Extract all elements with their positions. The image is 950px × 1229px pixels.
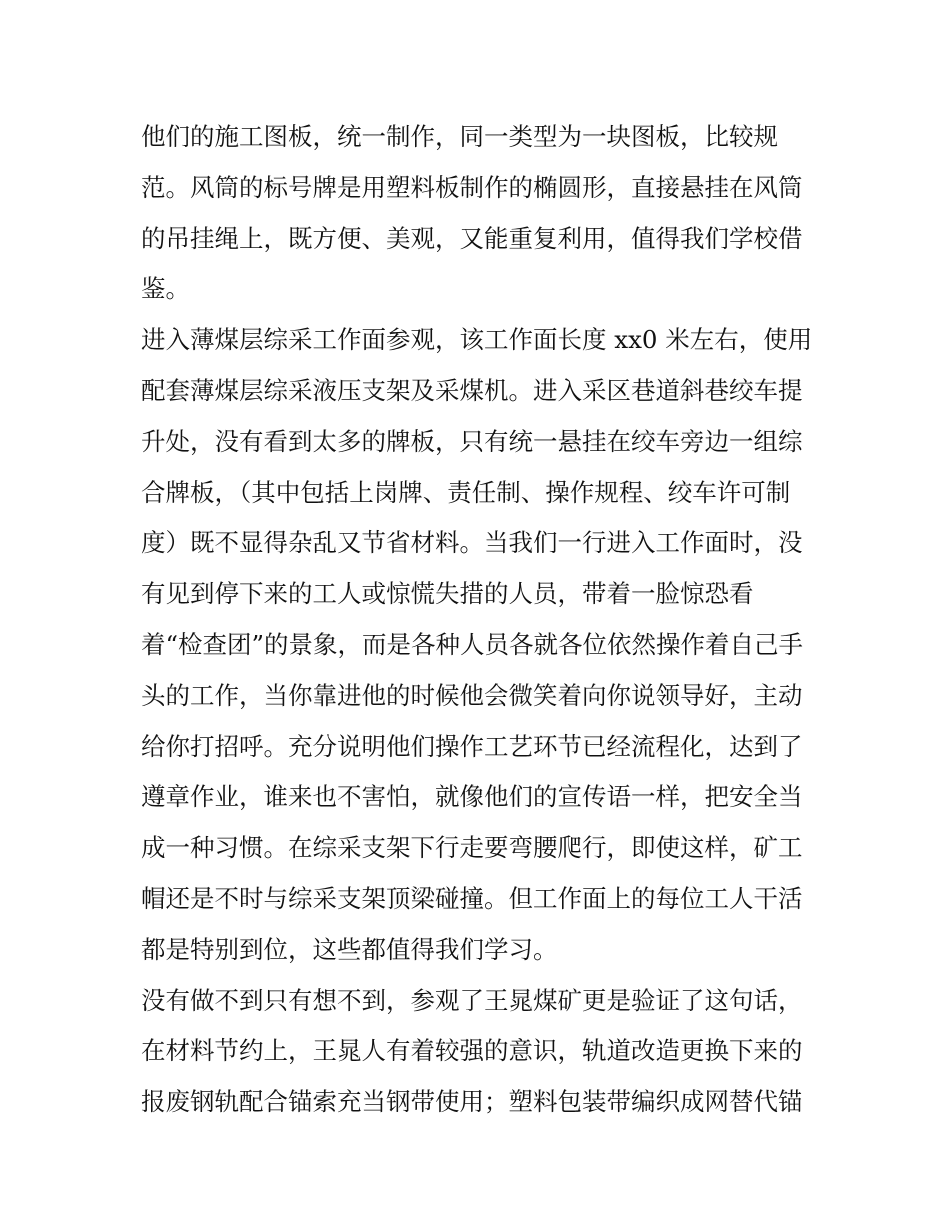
text-line: 度）既不显得杂乱又节省材料。当我们一行进入工作面时，没: [141, 528, 803, 558]
text-line: 给你打招呼。充分说明他们操作工艺环节已经流程化，达到了: [141, 731, 803, 761]
text-line: 都是特别到位，这些都值得我们学习。: [141, 934, 558, 964]
text-line: 成一种习惯。在综采支架下行走要弯腰爬行，即使这样，矿工: [141, 833, 803, 863]
text-line: 进入薄煤层综采工作面参观，该工作面长度 xx0 米左右，使用: [141, 325, 813, 355]
text-line: 头的工作，当你靠进他的时候他会微笑着向你说领导好，主动: [141, 680, 803, 710]
text-line: 报废钢轨配合锚索充当钢带使用；塑料包装带编织成网替代锚: [141, 1087, 803, 1117]
text-line: 没有做不到只有想不到，参观了王晁煤矿更是验证了这句话，: [141, 985, 803, 1015]
text-line: 在材料节约上，王晁人有着较强的意识，轨道改造更换下来的: [141, 1036, 803, 1066]
text-line: 合牌板，（其中包括上岗牌、责任制、操作规程、绞车许可制: [141, 477, 791, 507]
text-line: 配套薄煤层综采液压支架及采煤机。进入采区巷道斜巷绞车提: [141, 375, 803, 405]
text-line: 鉴。: [141, 274, 190, 304]
text-line: 的吊挂绳上，既方便、美观，又能重复利用，值得我们学校借: [141, 223, 803, 253]
text-line: 范。风筒的标号牌是用塑料板制作的椭圆形，直接悬挂在风筒: [141, 172, 803, 202]
text-line: 有见到停下来的工人或惊慌失措的人员，带着一脸惊恐看: [141, 579, 754, 609]
text-line: 升处，没有看到太多的牌板，只有统一悬挂在绞车旁边一组综: [141, 426, 803, 456]
text-line: 帽还是不时与综采支架顶梁碰撞。但工作面上的每位工人干活: [141, 883, 803, 913]
text-line: 遵章作业，谁来也不害怕，就像他们的宣传语一样，把安全当: [141, 782, 803, 812]
text-line: 他们的施工图板，统一制作，同一类型为一块图板，比较规: [141, 122, 778, 151]
text-line: 着“检查团”的景象，而是各种人员各就各位依然操作着自己手: [141, 629, 804, 659]
document-body: [141, 112, 821, 1128]
